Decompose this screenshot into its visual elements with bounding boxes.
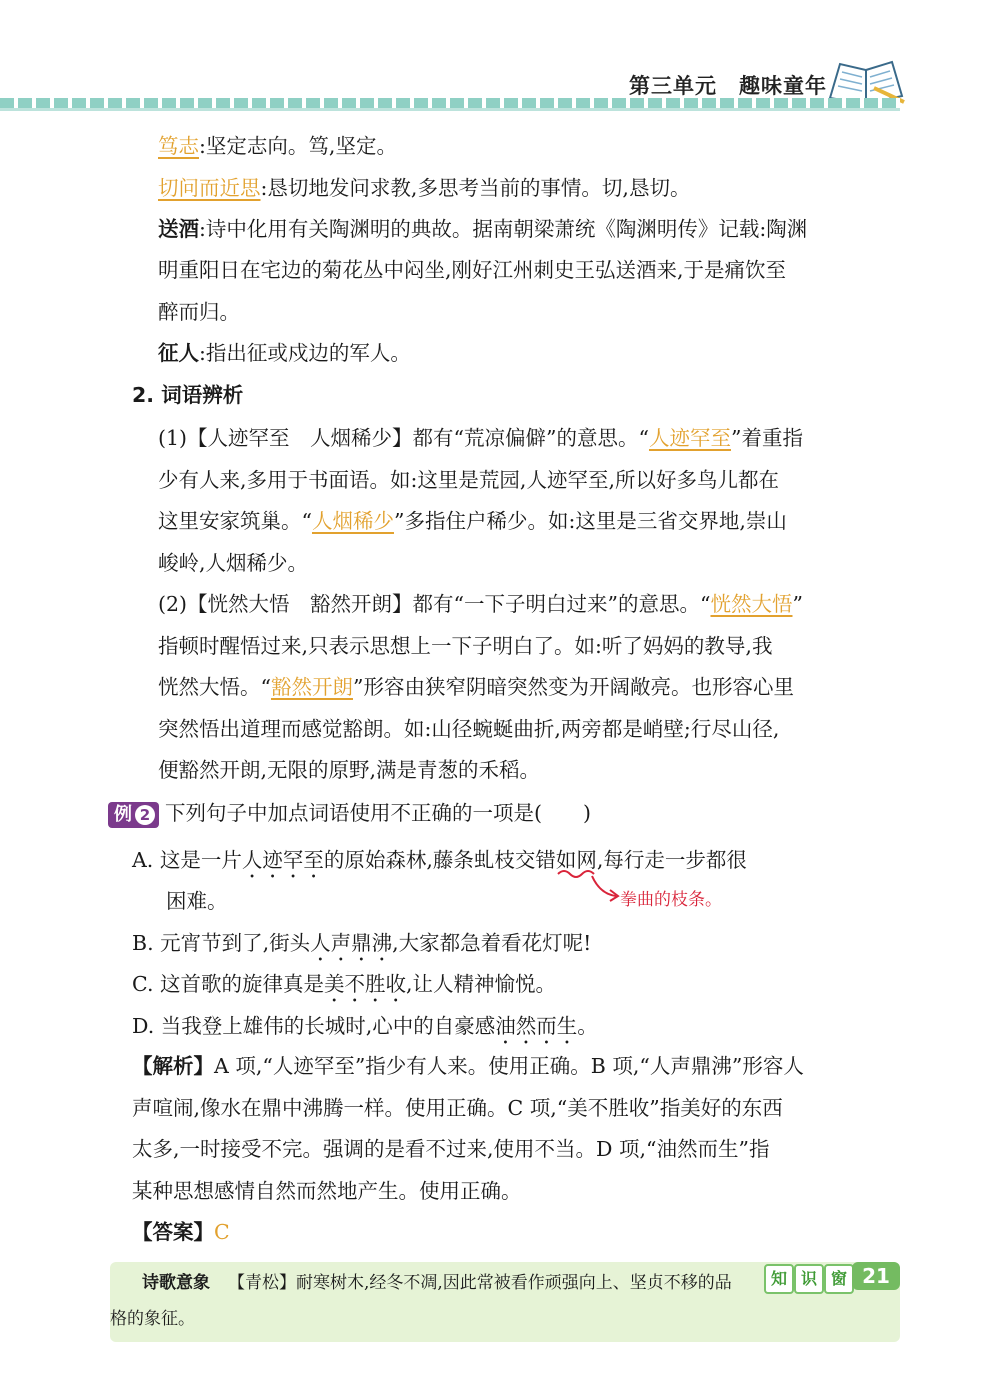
knowledge-line1 (142, 1268, 732, 1298)
p2-line4: 突然悟出道理而感觉豁朗。如:山径蜿蜒曲折,两旁都是峭壁;行尽山径, (158, 717, 780, 741)
option-b (132, 929, 591, 966)
def-qiewen: 恳切地发问求教,多思考当前的事情。切,恳切。 (267, 176, 691, 200)
p1-line1 (158, 424, 803, 452)
term-songjiu: 送酒 (158, 217, 199, 241)
dotted-term: 油然而生 (495, 1014, 578, 1038)
p2-line3 (158, 673, 794, 701)
header-rule (0, 108, 900, 111)
term-zhengren: 征人 (158, 341, 199, 365)
knowledge-line2: 格的象征。 (110, 1309, 195, 1329)
header-stripe (0, 98, 900, 108)
text: ”多指住户稀少。如:这里是三省交界地,崇山 (393, 509, 787, 533)
text: D. 当我登上雄伟的长城时,心中的自豪感 (132, 1014, 496, 1038)
question-text: 下列句子中加点词语使用不正确的一项是( ) (165, 801, 591, 825)
option-a (132, 846, 747, 883)
text: ,让人精神愉悦。 (406, 972, 557, 996)
vocab-songjiu (158, 215, 807, 243)
analysis-line1 (132, 1052, 804, 1080)
term-huangrandawu: 恍然大悟 (710, 592, 793, 616)
p1-line2: 少有人来,多用于书面语。如:这里是荒园,人迹罕至,所以好多鸟儿都在 (158, 468, 779, 492)
page-header (0, 0, 997, 120)
def-songjiu-1: :诗中化用有关陶渊明的典故。据南朝梁萧统《陶渊明传》记载:陶渊 (199, 217, 808, 241)
unit-label: 第三单元 (629, 74, 717, 98)
text: C. 这首歌的旋律真是 (132, 972, 324, 996)
knowledge-label: 诗歌意象 (142, 1273, 210, 1293)
p2-line5: 便豁然开朗,无限的原野,满是青葱的禾稻。 (158, 758, 541, 782)
text: 。 (577, 1014, 598, 1038)
analysis-label: 【解析】 (132, 1054, 214, 1078)
dotted-term: 人声鼎沸 (310, 931, 393, 955)
text: B. 元宵节到了,街头 (132, 931, 311, 955)
badge-label: 例 (114, 803, 132, 825)
p1-line3 (158, 507, 787, 535)
term-renyanxishao: 人烟稀少 (311, 509, 394, 533)
answer-value: C (214, 1220, 230, 1244)
badge-number: 2 (135, 805, 155, 825)
def-songjiu-2: 明重阳日在宅边的菊花丛中闷坐,刚好江州刺史王弘送酒来,于是痛饮至 (158, 258, 787, 282)
sep: : (199, 134, 206, 158)
section-title: 2. 词语辨析 (132, 383, 244, 407)
text: A. 这是一片 (132, 848, 242, 872)
text: 的原始森林,藤条 (323, 848, 474, 872)
dotted-term: 人迹罕至 (241, 848, 324, 872)
text: (2)【恍然大悟 豁然开朗】都有“一下子明白过来”的意思。“ (158, 592, 711, 616)
example-badge (108, 802, 159, 828)
unit-title (629, 70, 827, 100)
answer-label: 【答案】 (132, 1220, 214, 1244)
wavy-term: 虬枝 (473, 848, 515, 872)
dotted-term: 美不胜收 (324, 972, 406, 996)
text: 恍然大悟。“ (158, 675, 271, 699)
text: 交错如网,每行走一步都很 (514, 848, 747, 872)
example-question (108, 799, 591, 828)
vocab-duzhi (158, 132, 397, 160)
option-d (132, 1012, 598, 1049)
p1-line4: 峻岭,人烟稀少。 (158, 551, 309, 575)
text: A 项,“人迹罕至”指少有人来。使用正确。B 项,“人声鼎沸”形容人 (214, 1054, 804, 1078)
knowledge-text: 【青松】耐寒树木,经冬不凋,因此常被看作顽强向上、坚贞不移的品 (228, 1273, 732, 1293)
term-duzhi: 笃志 (158, 134, 199, 158)
knowledge-tag-char: 识 (794, 1264, 824, 1294)
vocab-zhengren (158, 339, 411, 367)
def-songjiu-3: 醉而归。 (158, 300, 240, 324)
text: ”着重指 (730, 426, 803, 450)
unit-theme: 趣味童年 (739, 74, 827, 98)
def-duzhi: 坚定志向。笃,坚定。 (205, 134, 397, 158)
option-a-cont: 困难。 (166, 889, 228, 913)
annotation-note: 拳曲的枝条。 (620, 890, 722, 910)
term-renjihanzhi: 人迹罕至 (648, 426, 731, 450)
p2-line2: 指顿时醒悟过来,只表示思想上一下子明白了。如:听了妈妈的教导,我 (158, 634, 773, 658)
text: 这里安家筑巢。“ (158, 509, 312, 533)
analysis-line3: 太多,一时接受不完。强调的是看不过来,使用不当。D 项,“油然而生”指 (132, 1137, 770, 1161)
text: ”形容由狭窄阴暗突然变为开阔敞亮。也形容心里 (352, 675, 794, 699)
term-huorankailang: 豁然开朗 (270, 675, 353, 699)
text: ,大家都急着看花灯呢! (392, 931, 592, 955)
term-qiewen: 切问而近思 (158, 176, 261, 200)
analysis-line2: 声喧闹,像水在鼎中沸腾一样。使用正确。C 项,“美不胜收”指美好的东西 (132, 1096, 783, 1120)
vocab-qiewen (158, 174, 690, 202)
option-c (132, 970, 556, 1007)
analysis-line4: 某种思想感情自然而然地产生。使用正确。 (132, 1179, 522, 1203)
p2-line1 (158, 590, 803, 618)
def-zhengren: :指出征或戍边的军人。 (199, 341, 411, 365)
text: (1)【人迹罕至 人烟稀少】都有“荒凉偏僻”的意思。“ (158, 426, 649, 450)
sep: : (260, 176, 268, 200)
knowledge-tag-char: 窗 (824, 1264, 854, 1294)
text: ” (792, 592, 803, 616)
knowledge-tag-char: 知 (764, 1264, 794, 1294)
answer-line (132, 1218, 230, 1246)
page-number: 21 (852, 1262, 900, 1290)
